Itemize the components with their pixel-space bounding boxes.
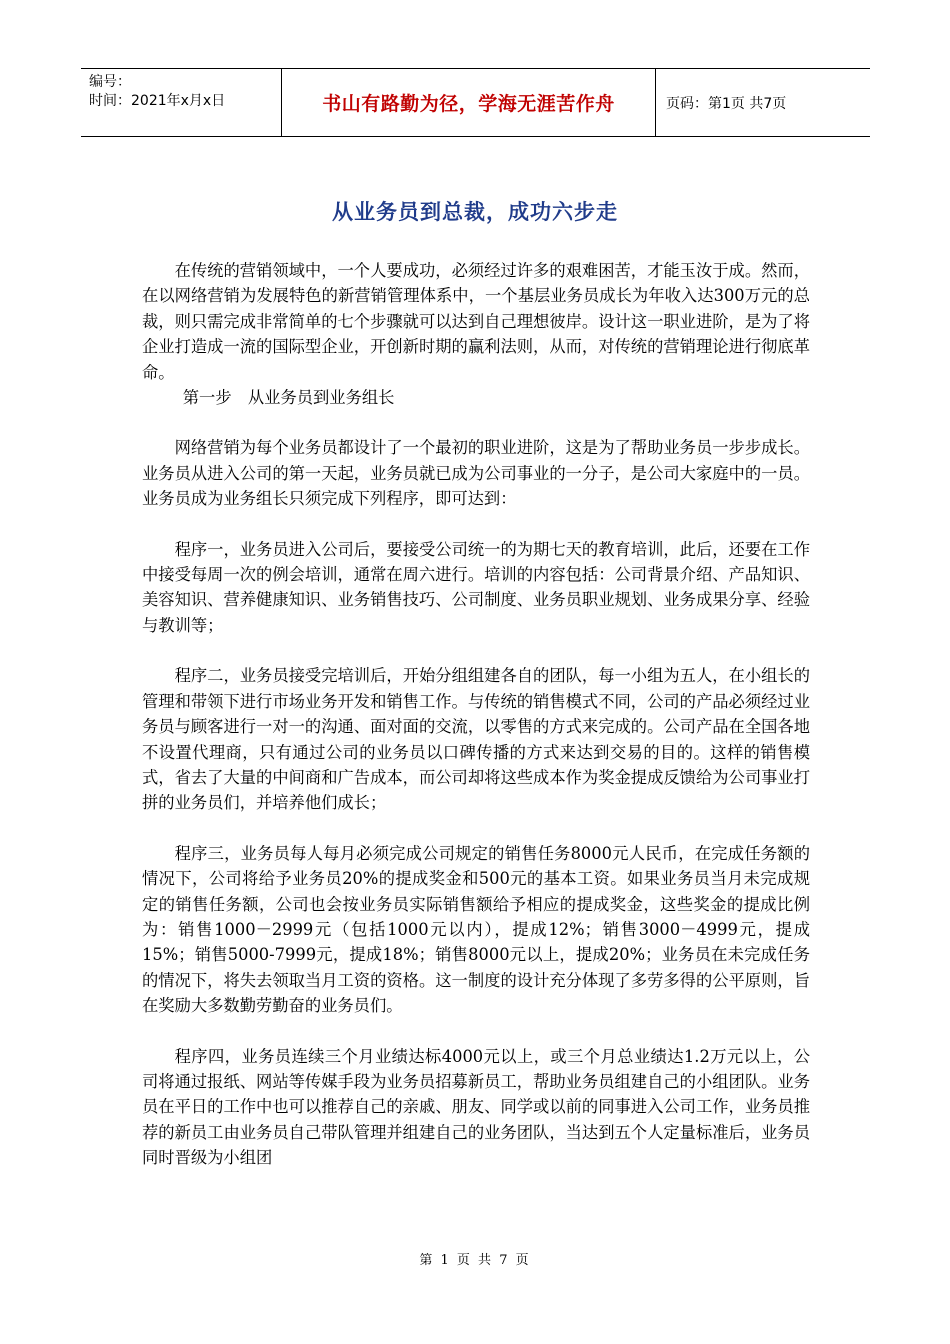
document-body: [142, 258, 810, 1196]
procedure-2-paragraph: 程序二，业务员接受完培训后，开始分组组建各自的团队，每一小组为五人，在小组长的管理和带领下进行市场业务开发和销售工作。与传统的销售模式不同，公司的产品必须经过业务员与顾客进行一对一的沟通、面对面的交流，以零售的方式来完成的。公司产品在全国各地不设置代理商，只有通过公司的业务员以口碑传播的方式来达到交易的目的。这样的销售模式，省去了大量的中间商和广告成本，而公司却将这些成本作为奖金提成反馈给为公司事业打拼的业务员们，并培养他们成长；: [142, 666, 810, 813]
procedure-3-paragraph: 程序三，业务员每人每月必须完成公司规定的销售任务8000元人民币，在完成任务额的情况下，公司将给予业务员20%的提成奖金和500元的基本工资。如果业务员当月未完成规定的销售任务额，公司也会按业务员实际销售额给予相应的提成奖金，这些奖金的提成比例为：销售1000－2999元（包括1000元以内），提成12%；销售3000－4999元，提成15%；销售5000-7999元，提成18%；销售8000元以上，提成20%；业务员在未完成任务的情况下，将失去领取当月工资的资格。这一制度的设计充分体现了多劳多得的公平原则，旨在奖励大多数勤劳勤奋的业务员们。: [142, 843, 810, 1016]
header-meta: [81, 69, 282, 136]
network-paragraph: 网络营销为每个业务员都设计了一个最初的职业进阶，这是为了帮助业务员一步步成长。业务员从进入公司的第一天起，业务员就已成为公司事业的一分子，是公司大家庭中的一员。业务员成为业务组长只须完成下列程序，即可达到：: [142, 438, 810, 509]
motto: 书山有路勤为径，学海无涯苦作舟: [282, 69, 656, 136]
procedure-1-paragraph: 程序一，业务员进入公司后，要接受公司统一的为期七天的教育培训，此后，还要在工作中接受每周一次的例会培训，通常在周六进行。培训的内容包括：公司背景介绍、产品知识、美容知识、营养健康知识、业务销售技巧、公司制度、业务员职业规划、业务成果分享、经验与教训等；: [142, 539, 810, 635]
procedure-4-paragraph: 程序四，业务员连续三个月业绩达标4000元以上，或三个月总业绩达1.2万元以上，公司将通过报纸、网站等传媒手段为业务员招募新员工，帮助业务员组建自己的小组团队。业务员在平日的工作中也可以推荐自己的亲戚、朋友、同学或以前的同事进入公司工作，业务员推荐的新员工由业务员自己带队管理并组建自己的业务团队，当达到五个人定量标准后，业务员同时晋级为小组团: [142, 1046, 810, 1168]
page-info: 页码：第1页 共7页: [666, 95, 787, 112]
step1-heading: 第一步 从业务员到业务组长: [182, 388, 395, 408]
document-title: 从业务员到总裁，成功六步走: [332, 200, 618, 224]
page-footer: 第 1 页 共 7 页: [419, 1253, 531, 1268]
number-label: 编号：: [89, 74, 131, 90]
header-table: [81, 68, 870, 137]
intro-paragraph: 在传统的营销领域中，一个人要成功，必须经过许多的艰难困苦，才能玉汝于成。然而，在以网络营销为发展特色的新营销管理体系中，一个基层业务员成长为年收入达300万元的总裁，则只需完成非常简单的七个步骤就可以达到自己理想彼岸。设计这一职业进阶，是为了将企业打造成一流的国际型企业，开创新时期的赢利法则，从而，对传统的营销理论进行彻底革命。: [142, 261, 810, 382]
time-label: 时间：2021年x月x日: [89, 93, 226, 109]
